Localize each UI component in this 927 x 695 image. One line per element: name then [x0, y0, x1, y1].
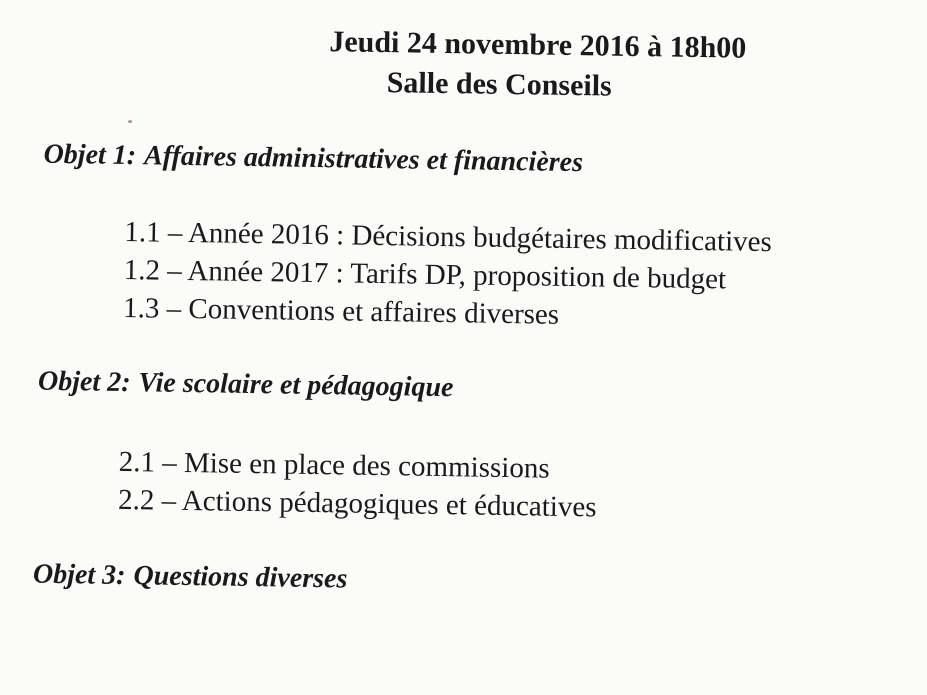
section-2-label: Objet 2:: [37, 365, 131, 399]
agenda-item-1-2: 1.2 – Année 2017 : Tarifs DP, proposition de budget: [123, 253, 727, 296]
section-1-heading: [43, 139, 583, 179]
section-1-label: Objet 1:: [43, 138, 137, 172]
section-1-title: Affaires administratives et financières: [143, 140, 584, 179]
agenda-item-1-1: 1.1 – Année 2016 : Décisions budgétaires modificatives: [124, 215, 773, 259]
section-3-label: Objet 3:: [32, 558, 126, 592]
meeting-room: Salle des Conseils: [386, 66, 613, 103]
agenda-item-1-3: 1.3 – Conventions et affaires diverses: [122, 291, 560, 331]
agenda-item-2-1: 2.1 – Mise en place des commissions: [118, 445, 550, 485]
section-3-title: Questions diverses: [133, 560, 348, 595]
section-2-title: Vie scolaire et pédagogique: [138, 367, 454, 404]
agenda-item-2-2: 2.2 – Actions pédagogiques et éducatives: [117, 483, 597, 524]
section-2-heading: [38, 366, 454, 405]
section-3-heading: [33, 559, 348, 596]
scan-speck: [128, 120, 132, 123]
meeting-date: Jeudi 24 novembre 2016 à 18h00: [329, 25, 747, 65]
